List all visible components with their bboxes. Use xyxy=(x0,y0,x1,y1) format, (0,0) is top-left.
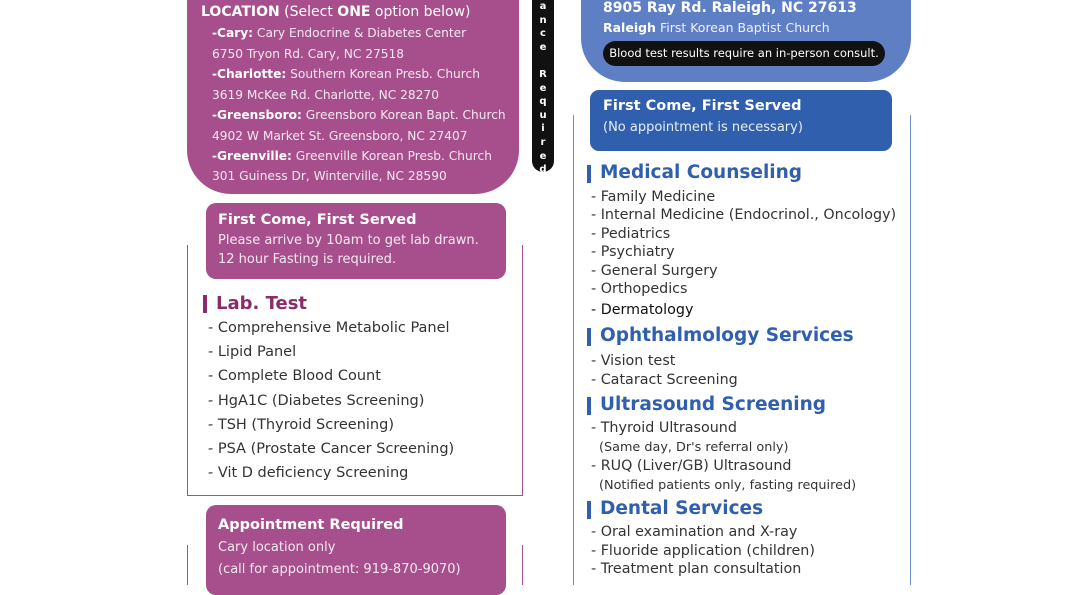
dental-title-bar xyxy=(587,501,591,519)
raleigh-location-box xyxy=(581,0,911,82)
location-greensboro: -Greensboro: Greensboro Korean Bapt. Church xyxy=(212,108,506,122)
lab-item: - PSA (Prostate Cancer Screening) xyxy=(208,441,455,457)
lab-item: - Comprehensive Metabolic Panel xyxy=(208,320,450,336)
ophthalmology-title: Ophthalmology Services xyxy=(600,325,854,346)
location-greenville: -Greenville: Greenville Korean Presb. Church xyxy=(212,149,492,163)
medical-item: - General Surgery xyxy=(591,263,718,279)
medical-item: - Internal Medicine (Endocrinol., Oncology) xyxy=(591,207,897,223)
location-box xyxy=(187,0,519,194)
location-greenville-address: 301 Guiness Dr, Winterville, NC 28590 xyxy=(212,169,447,183)
appointment-required-box xyxy=(206,505,506,595)
lab-item: - TSH (Thyroid Screening) xyxy=(208,417,394,433)
location-cary-address: 6750 Tryon Rd. Cary, NC 27518 xyxy=(212,47,404,61)
appointment-title: Appointment Required xyxy=(218,517,404,533)
location-cary: -Cary: Cary Endocrine & Diabetes Center xyxy=(212,26,467,40)
lab-box-title: First Come, First Served xyxy=(218,212,417,228)
medical-item: - Family Medicine xyxy=(591,189,716,205)
appointment-line1: Cary location only xyxy=(218,540,336,555)
services-box-sub: (No appointment is necessary) xyxy=(603,120,803,135)
ultrasound-item: - RUQ (Liver/GB) Ultrasound xyxy=(591,458,792,474)
ophthalmology-item: - Cataract Screening xyxy=(591,372,738,388)
location-greensboro-address: 4902 W Market St. Greensboro, NC 27407 xyxy=(212,129,468,143)
raleigh-address: 8905 Ray Rd. Raleigh, NC 27613 xyxy=(603,0,857,16)
lab-item: - HgA1C (Diabetes Screening) xyxy=(208,393,425,409)
lab-first-come-box xyxy=(206,203,506,279)
ultrasound-item: - Thyroid Ultrasound xyxy=(591,420,737,436)
lab-box-line1: Please arrive by 10am to get lab drawn. xyxy=(218,233,479,248)
dental-item: - Oral examination and X-ray xyxy=(591,524,798,540)
ophthalmology-item: - Vision test xyxy=(591,353,676,369)
medical-item: - Dermatology xyxy=(591,302,694,318)
raleigh-church: Raleigh First Korean Baptist Church xyxy=(603,20,830,35)
lab-item: - Lipid Panel xyxy=(208,344,297,360)
location-charlotte: -Charlotte: Southern Korean Presb. Church xyxy=(212,67,480,81)
lab-item: - Complete Blood Count xyxy=(208,368,381,384)
medical-counseling-title: Medical Counseling xyxy=(600,162,803,183)
lab-title-bar xyxy=(203,295,207,313)
medical-item: - Psychiatry xyxy=(591,244,675,260)
appointment-required-vertical-text: a n c e R e q u i r e d xyxy=(539,1,547,176)
dental-services-title: Dental Services xyxy=(600,498,764,519)
consult-note-pill: Blood test results require an in-person consult. xyxy=(603,41,885,66)
medical-item: - Pediatrics xyxy=(591,226,671,242)
services-box-title: First Come, First Served xyxy=(603,98,802,114)
ultrasound-note: (Same day, Dr's referral only) xyxy=(599,440,789,455)
ophthalmology-title-bar xyxy=(587,328,591,346)
dental-item: - Treatment plan consultation xyxy=(591,561,802,577)
lab-box-line2: 12 hour Fasting is required. xyxy=(218,252,397,267)
medical-item: - Orthopedics xyxy=(591,281,688,297)
lab-test-title: Lab. Test xyxy=(216,293,308,314)
ultrasound-title-bar xyxy=(587,397,591,415)
location-heading: LOCATION (Select ONE option below) xyxy=(201,4,471,20)
appointment-line2: (call for appointment: 919-870-9070) xyxy=(218,562,461,577)
services-first-come-box xyxy=(590,90,892,151)
lab-item: - Vit D deficiency Screening xyxy=(208,465,409,481)
ultrasound-title: Ultrasound Screening xyxy=(600,394,826,415)
location-charlotte-address: 3619 McKee Rd. Charlotte, NC 28270 xyxy=(212,88,439,102)
dental-item: - Fluoride application (children) xyxy=(591,543,815,559)
medical-title-bar xyxy=(587,165,591,183)
ultrasound-note: (Notified patients only, fasting required) xyxy=(599,478,857,493)
